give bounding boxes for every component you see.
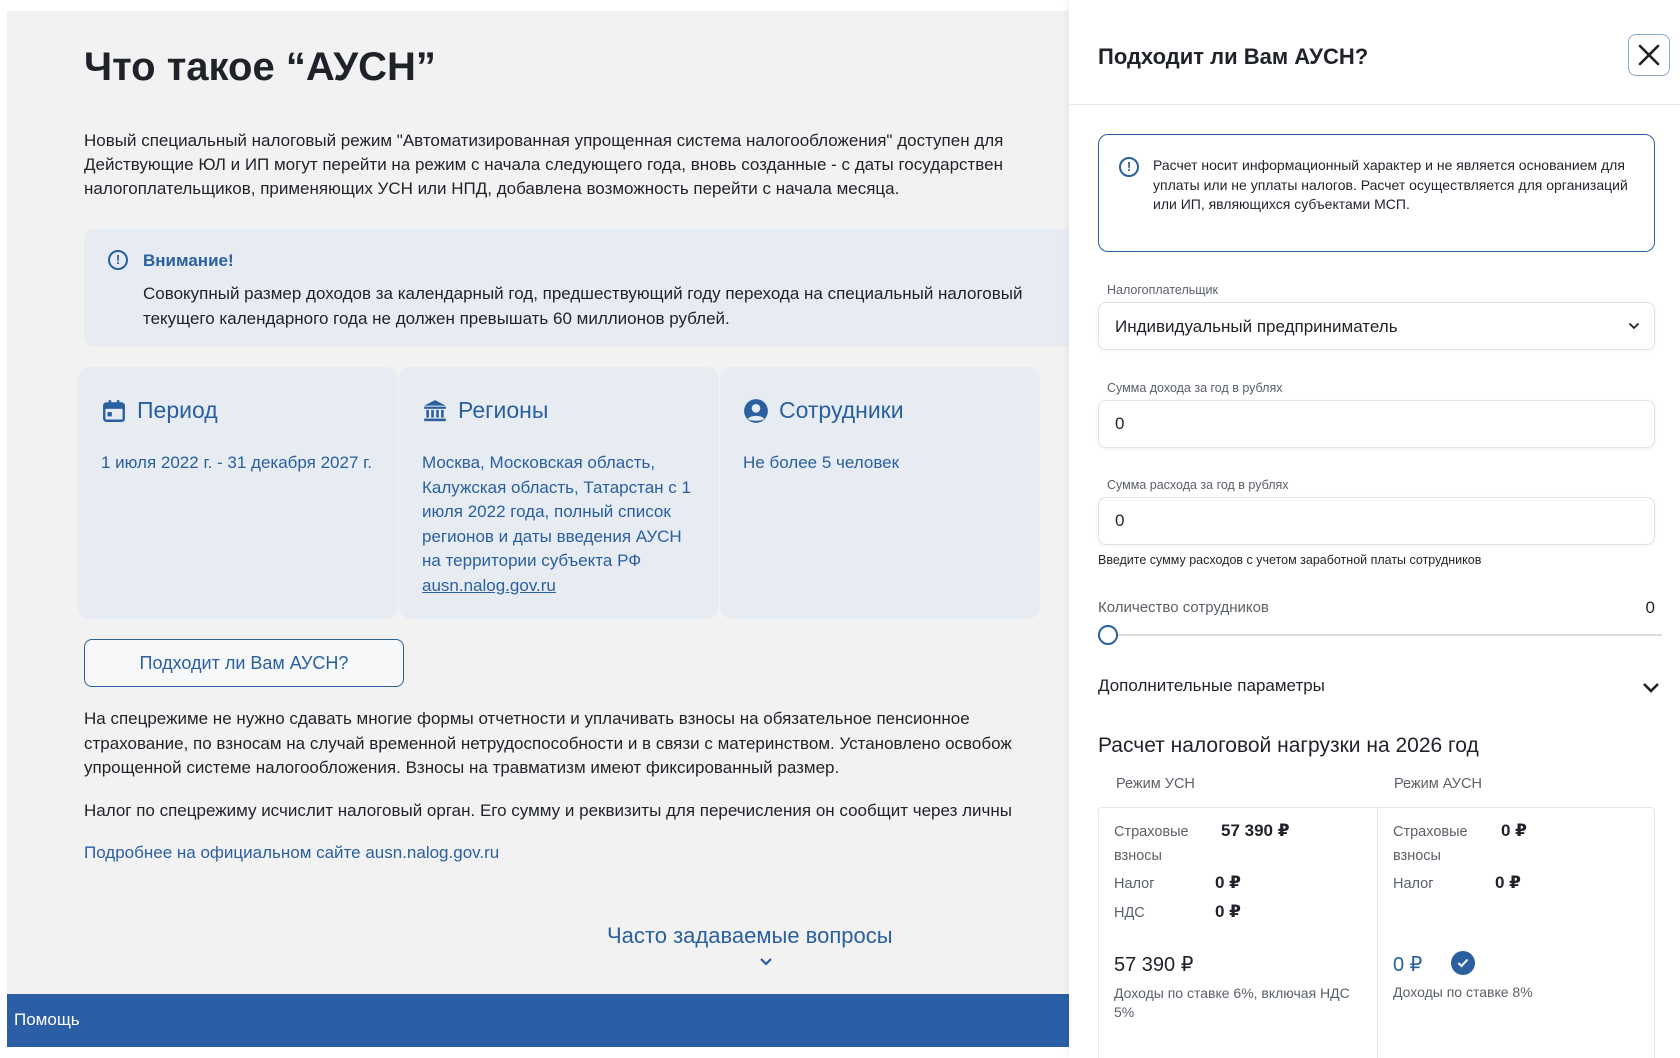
employees-value: 0 (1645, 598, 1655, 617)
ausn-contrib-label: Страховые взносы (1393, 824, 1468, 864)
expense-label: Сумма расхода за год в рублях (1107, 478, 1289, 492)
advanced-params-toggle[interactable] (1098, 676, 1660, 706)
employees-label: Количество сотрудников (1098, 599, 1269, 616)
usn-contrib-label: Страховые взносы (1114, 824, 1189, 864)
intro-line: Действующие ЮЛ и ИП могут перейти на режим с начала следующего года, вновь созданные - с даты государствен (84, 155, 1003, 174)
paragraph-line: страхование, по взносам на случай временной нетрудоспособности и в связи с материнством. Установлено освобож (84, 733, 1012, 753)
income-label: Сумма дохода за год в рублях (1107, 381, 1283, 395)
expense-field-wrap (1098, 497, 1655, 545)
footer-bar (7, 994, 1069, 1047)
ausn-header: Режим АУСН (1394, 776, 1482, 792)
user-circle-icon (743, 398, 769, 424)
page-title: Что такое “АУСН” (84, 45, 436, 89)
employees-slider-thumb[interactable] (1098, 625, 1118, 645)
card-text: 1 июля 2022 г. - 31 декабря 2027 г. (101, 453, 372, 472)
info-paragraph (84, 707, 1012, 781)
card-regions (399, 367, 719, 619)
attention-line: текущего календарного года не должен превышать 60 миллионов рублей. (143, 309, 730, 328)
official-site-link[interactable]: Подробнее на официальном сайте ausn.nalog.gov.ru (84, 843, 500, 862)
column-divider (1377, 808, 1378, 1058)
card-title: Регионы (458, 397, 549, 423)
bank-icon (422, 398, 448, 424)
divider (1069, 104, 1680, 105)
ausn-total: 0 ₽ (1393, 954, 1423, 976)
results-table (1098, 807, 1655, 1058)
info-notice (1098, 134, 1655, 252)
income-field-wrap (1098, 400, 1655, 448)
employees-slider-track[interactable] (1109, 634, 1662, 636)
intro-line: Новый специальный налоговый режим "Автоматизированная упрощенная система налогообложения" доступен для (84, 131, 1004, 150)
intro-text (84, 129, 1069, 201)
taxpayer-label: Налогоплательщик (1107, 283, 1219, 297)
expense-input[interactable] (1099, 498, 1654, 544)
close-button[interactable] (1628, 34, 1670, 76)
ausn-rate-note: Доходы по ставке 8% (1393, 984, 1533, 1000)
usn-contrib-value: 57 390 ₽ (1221, 821, 1290, 840)
info-text: Расчет носит информационный характер и не является основанием для уплаты или не уплаты налогов. Расчет осуществляется для организаций или ИП, являющихся субъектами МСП. (1153, 157, 1628, 212)
advanced-params-label: Дополнительные параметры (1098, 676, 1325, 695)
ausn-calculator-drawer (1069, 0, 1680, 1058)
help-link[interactable]: Помощь (14, 1010, 80, 1029)
paragraph-line: упрощенной системе налогообложения. Взносы на травматизм имеют фиксированный размер. (84, 758, 840, 777)
card-title: Период (137, 397, 218, 423)
attention-line: Совокупный размер доходов за календарный год, предшествующий году перехода на специальный налоговый (143, 284, 1023, 303)
chevron-down-icon[interactable] (759, 957, 773, 967)
card-period (78, 367, 398, 619)
card-title: Сотрудники (779, 397, 904, 423)
attention-text (143, 281, 1022, 331)
fit-ausn-button[interactable]: Подходит ли Вам АУСН? (84, 639, 404, 687)
exclamation-circle-icon: ! (1119, 157, 1139, 177)
usn-tax-label: Налог (1114, 876, 1155, 892)
income-input[interactable] (1099, 401, 1654, 447)
usn-total: 57 390 ₽ (1114, 954, 1194, 976)
usn-rate-note: Доходы по ставке 6%, включая НДС 5% (1114, 985, 1350, 1020)
paragraph-line: На спецрежиме не нужно сдавать многие формы отчетности и уплачивать взносы на обязательное пенсионное (84, 709, 970, 728)
calc-title: Расчет налоговой нагрузки на 2026 год (1098, 734, 1479, 757)
usn-header: Режим УСН (1116, 776, 1195, 792)
drawer-title: Подходит ли Вам АУСН? (1098, 44, 1369, 69)
card-text: Не более 5 человек (743, 453, 900, 472)
main-page (7, 11, 1069, 1047)
attention-title: Внимание! (143, 251, 234, 270)
calendar-icon (101, 398, 127, 424)
tax-paragraph: Налог по спецрежиму исчислит налоговый орган. Его сумму и реквизиты для перечисления он сообщит через личны (84, 801, 1012, 820)
chevron-down-icon (1642, 682, 1660, 694)
ausn-tax-label: Налог (1393, 876, 1434, 892)
attention-notice (84, 229, 1069, 346)
usn-vat-value: 0 ₽ (1215, 902, 1242, 921)
usn-vat-label: НДС (1114, 905, 1145, 921)
ausn-contrib-value: 0 ₽ (1501, 821, 1528, 840)
taxpayer-value: Индивидуальный предприниматель (1115, 317, 1398, 336)
faq-heading[interactable]: Часто задаваемые вопросы (607, 923, 893, 948)
intro-line: налогоплательщиков, применяющих УСН или НПД, добавлена возможность перейти с начала месяца. (84, 179, 900, 198)
regions-link[interactable]: ausn.nalog.gov.ru (422, 575, 556, 595)
exclamation-circle-icon: ! (108, 250, 128, 270)
ausn-tax-value: 0 ₽ (1495, 873, 1522, 892)
card-employees (720, 367, 1040, 619)
usn-tax-value: 0 ₽ (1215, 873, 1242, 892)
expense-hint: Введите сумму расходов с учетом заработной платы сотрудников (1098, 553, 1482, 567)
check-circle-icon (1451, 951, 1475, 975)
regions-text: Москва, Московская область, Калужская область, Татарстан с 1 июля 2022 года, полный список регионов и даты введения АУСН на территории субъекта РФ (422, 453, 691, 570)
card-text (422, 451, 702, 598)
chevron-down-icon (1628, 322, 1640, 330)
taxpayer-select[interactable] (1098, 302, 1655, 350)
close-icon (1637, 43, 1661, 67)
